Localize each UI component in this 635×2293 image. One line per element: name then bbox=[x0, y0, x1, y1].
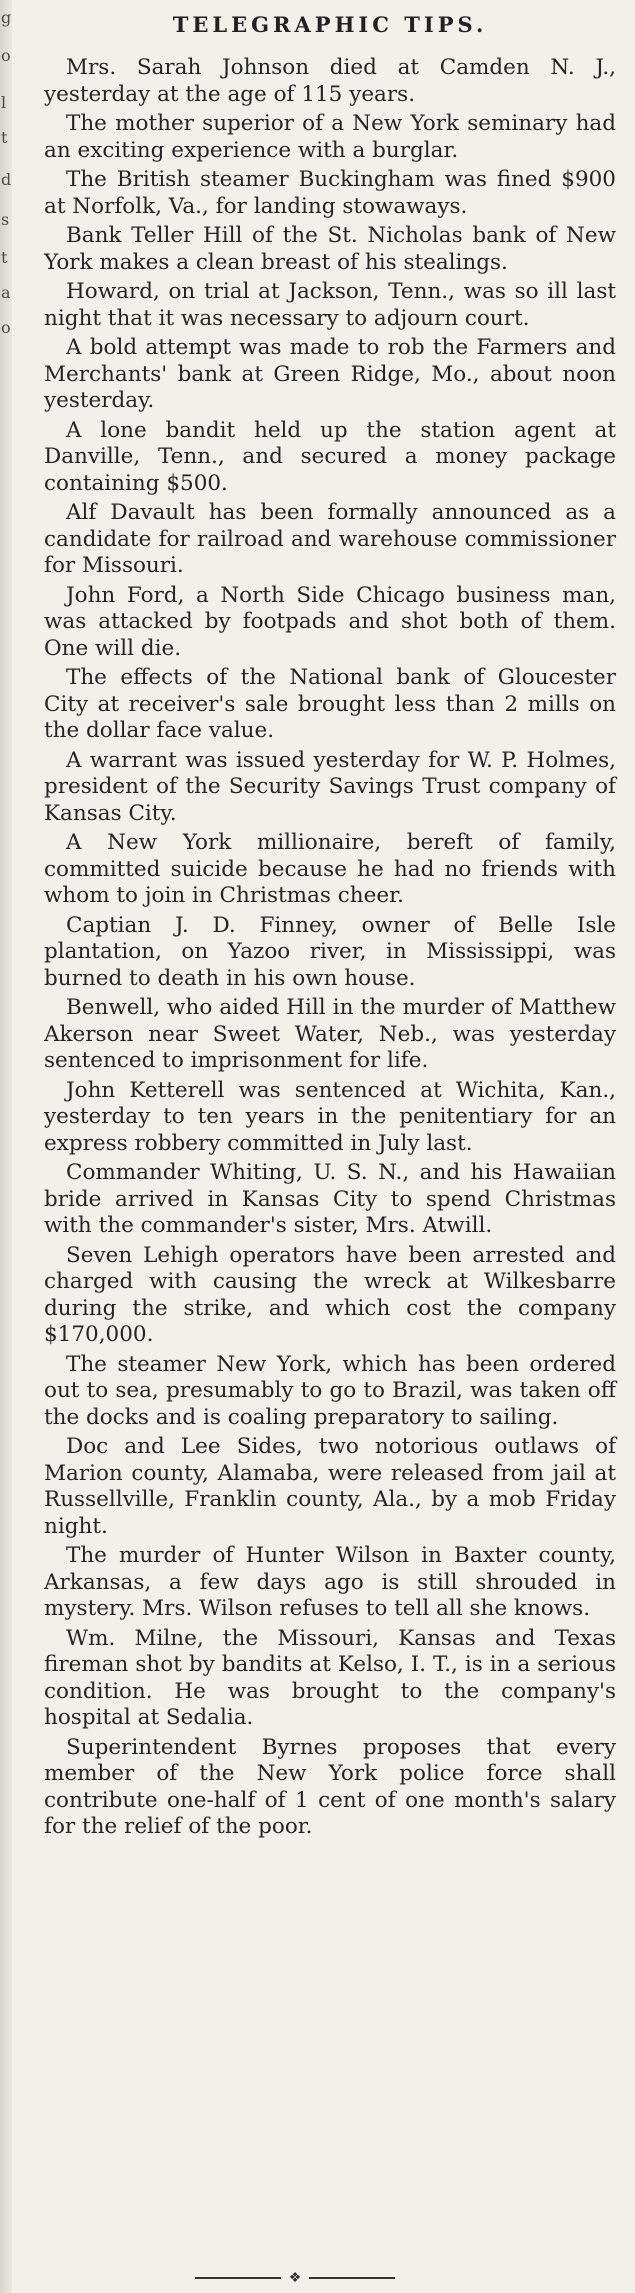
gutter-fragment: o bbox=[1, 46, 11, 65]
gutter-fragment: l bbox=[1, 93, 7, 112]
gutter-fragment: o bbox=[1, 318, 11, 337]
news-item: Bank Teller Hill of the St. Nicholas bank of New York makes a clean breast of his stealings. bbox=[44, 223, 616, 275]
news-item: Seven Lehigh operators have been arrested and charged with causing the wreck at Wilkesbarre during the strike, and which cost the company $170,000. bbox=[44, 1242, 616, 1347]
news-item: The mother superior of a New York seminary had an exciting experience with a burglar. bbox=[44, 111, 616, 163]
gutter-fragment: t bbox=[1, 128, 8, 147]
news-item: Mrs. Sarah Johnson died at Camden N. J., yesterday at the age of 115 years. bbox=[44, 55, 616, 107]
news-items bbox=[44, 55, 616, 1841]
previous-column-edge bbox=[0, 0, 12, 2293]
news-item: The murder of Hunter Wilson in Baxter county, Arkansas, a few days ago is still shrouded in mystery. Mrs. Wilson refuses to tell all she knows. bbox=[44, 1543, 616, 1621]
gutter-fragment: a bbox=[1, 283, 11, 302]
ornament-rule-left bbox=[195, 2277, 281, 2279]
news-item: John Ketterell was sentenced at Wichita, Kan., yesterday to ten years in the penitentiary for an express robbery committed in July last. bbox=[44, 1077, 616, 1156]
gutter-fragment: d bbox=[1, 170, 12, 189]
ornament-rule-right bbox=[309, 2277, 395, 2279]
news-item: A bold attempt was made to rob the Farmers and Merchants' bank at Green Ridge, Mo., about noon yesterday. bbox=[44, 335, 616, 413]
news-item: A warrant was issued yesterday for W. P. Holmes, president of the Security Savings Trust company of Kansas City. bbox=[44, 747, 616, 826]
end-of-column-ornament bbox=[195, 2270, 395, 2286]
news-item: Alf Davault has been formally announced as a candidate for railroad and warehouse commissioner for Missouri. bbox=[44, 500, 616, 578]
news-item: Captian J. D. Finney, owner of Belle Isle plantation, on Yazoo river, in Mississippi, was burned to death in his own house. bbox=[44, 912, 616, 991]
news-item: Commander Whiting, U. S. N., and his Hawaiian bride arrived in Kansas City to spend Christmas with the commander's sister, Mrs. Atwill. bbox=[44, 1160, 616, 1238]
news-item: Howard, on trial at Jackson, Tenn., was so ill last night that it was necessary to adjourn court. bbox=[44, 279, 616, 331]
ornament-knot-icon: ❖ bbox=[288, 2270, 302, 2286]
gutter-fragment: t bbox=[1, 248, 8, 267]
news-item: Wm. Milne, the Missouri, Kansas and Texas fireman shot by bandits at Kelso, I. T., is in a serious condition. He was brought to the company's hospital at Sedalia. bbox=[44, 1625, 616, 1730]
news-item: The British steamer Buckingham was fined $900 at Norfolk, Va., for landing stowaways. bbox=[44, 167, 616, 219]
news-column bbox=[44, 0, 616, 1844]
news-item: Doc and Lee Sides, two notorious outlaws of Marion county, Alamaba, were released from jail at Russellville, Franklin county, Ala., by a mob Friday night. bbox=[44, 1434, 616, 1539]
gutter-fragment: g bbox=[1, 8, 12, 27]
news-item: John Ford, a North Side Chicago business man, was attacked by footpads and shot both of them. One will die. bbox=[44, 582, 616, 661]
news-item: Benwell, who aided Hill in the murder of Matthew Akerson near Sweet Water, Neb., was yesterday sentenced to imprisonment for life. bbox=[44, 995, 616, 1073]
news-item: A lone bandit held up the station agent at Danville, Tenn., and secured a money package containing $500. bbox=[44, 417, 616, 496]
column-headline: TELEGRAPHIC TIPS. bbox=[172, 12, 488, 37]
gutter-fragment: s bbox=[1, 210, 10, 229]
news-item: Superintendent Byrnes proposes that every member of the New York police force shall contribute one-half of 1 cent of one month's salary for the relief of the poor. bbox=[44, 1734, 616, 1839]
news-item: The steamer New York, which has been ordered out to sea, presumably to go to Brazil, was taken off the docks and is coaling preparatory to sailing. bbox=[44, 1351, 616, 1430]
news-item: The effects of the National bank of Gloucester City at receiver's sale brought less than 2 mills on the dollar face value. bbox=[44, 665, 616, 743]
news-item: A New York millionaire, bereft of family, committed suicide because he had no friends with whom to join in Christmas cheer. bbox=[44, 830, 616, 908]
